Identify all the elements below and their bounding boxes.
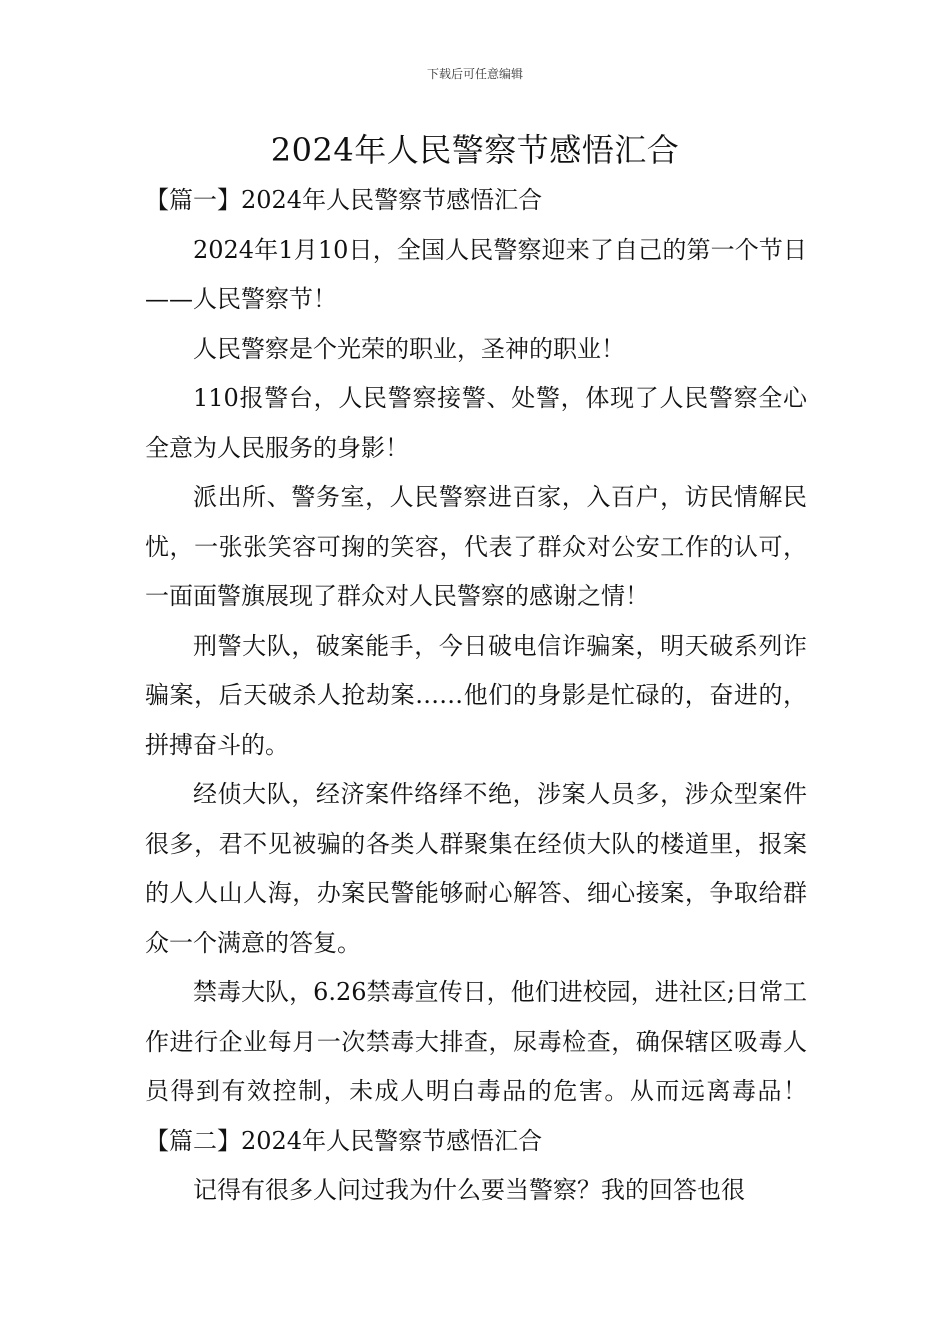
paragraph: 记得有很多人问过我为什么要当警察？我的回答也很 [193, 1176, 745, 1204]
paragraph: 经侦大队，经济案件络绎不绝，涉案人员多，涉众型案件很多，君不见被骗的各类人群聚集在经侦大队的楼道里，报案的人人山人海，办案民警能够耐心解答、细心接案，争取给群众一个满意的答复。 [145, 780, 807, 957]
paragraph: 110报警台，人民警察接警、处警，体现了人民警察全心全意为人民服务的身影！ [145, 384, 807, 462]
section-heading: 【篇一】2024年人民警察节感悟汇合 [145, 186, 543, 214]
paragraph: 刑警大队，破案能手，今日破电信诈骗案，明天破系列诈骗案，后天破杀人抢劫案……他们的身影是忙碌的，奋进的，拼搏奋斗的。 [145, 631, 807, 759]
paragraph: 禁毒大队，6.26禁毒宣传日，他们进校园，进社区;日常工作进行企业每月一次禁毒大排查，尿毒检查，确保辖区吸毒人员得到有效控制，未成人明白毒品的危害。从而远离毒品！【篇二】2024年人民警察节感悟汇合 [145, 978, 807, 1155]
paragraph: 派出所、警务室，人民警察进百家，入百户，访民情解民忧，一张张笑容可掬的笑容，代表了群众对公安工作的认可，一面面警旗展现了群众对人民警察的感谢之情！ [145, 483, 807, 610]
paragraph: 人民警察是个光荣的职业，圣神的职业！ [193, 334, 625, 363]
header-note: 下载后可任意编辑 [426, 67, 523, 81]
paragraph: 2024年1月10日，全国人民警察迎来了自己的第一个节日——人民警察节！ [145, 235, 807, 313]
document-body [145, 176, 807, 1216]
document-title: 2024年人民警察节感悟汇合 [270, 131, 680, 169]
